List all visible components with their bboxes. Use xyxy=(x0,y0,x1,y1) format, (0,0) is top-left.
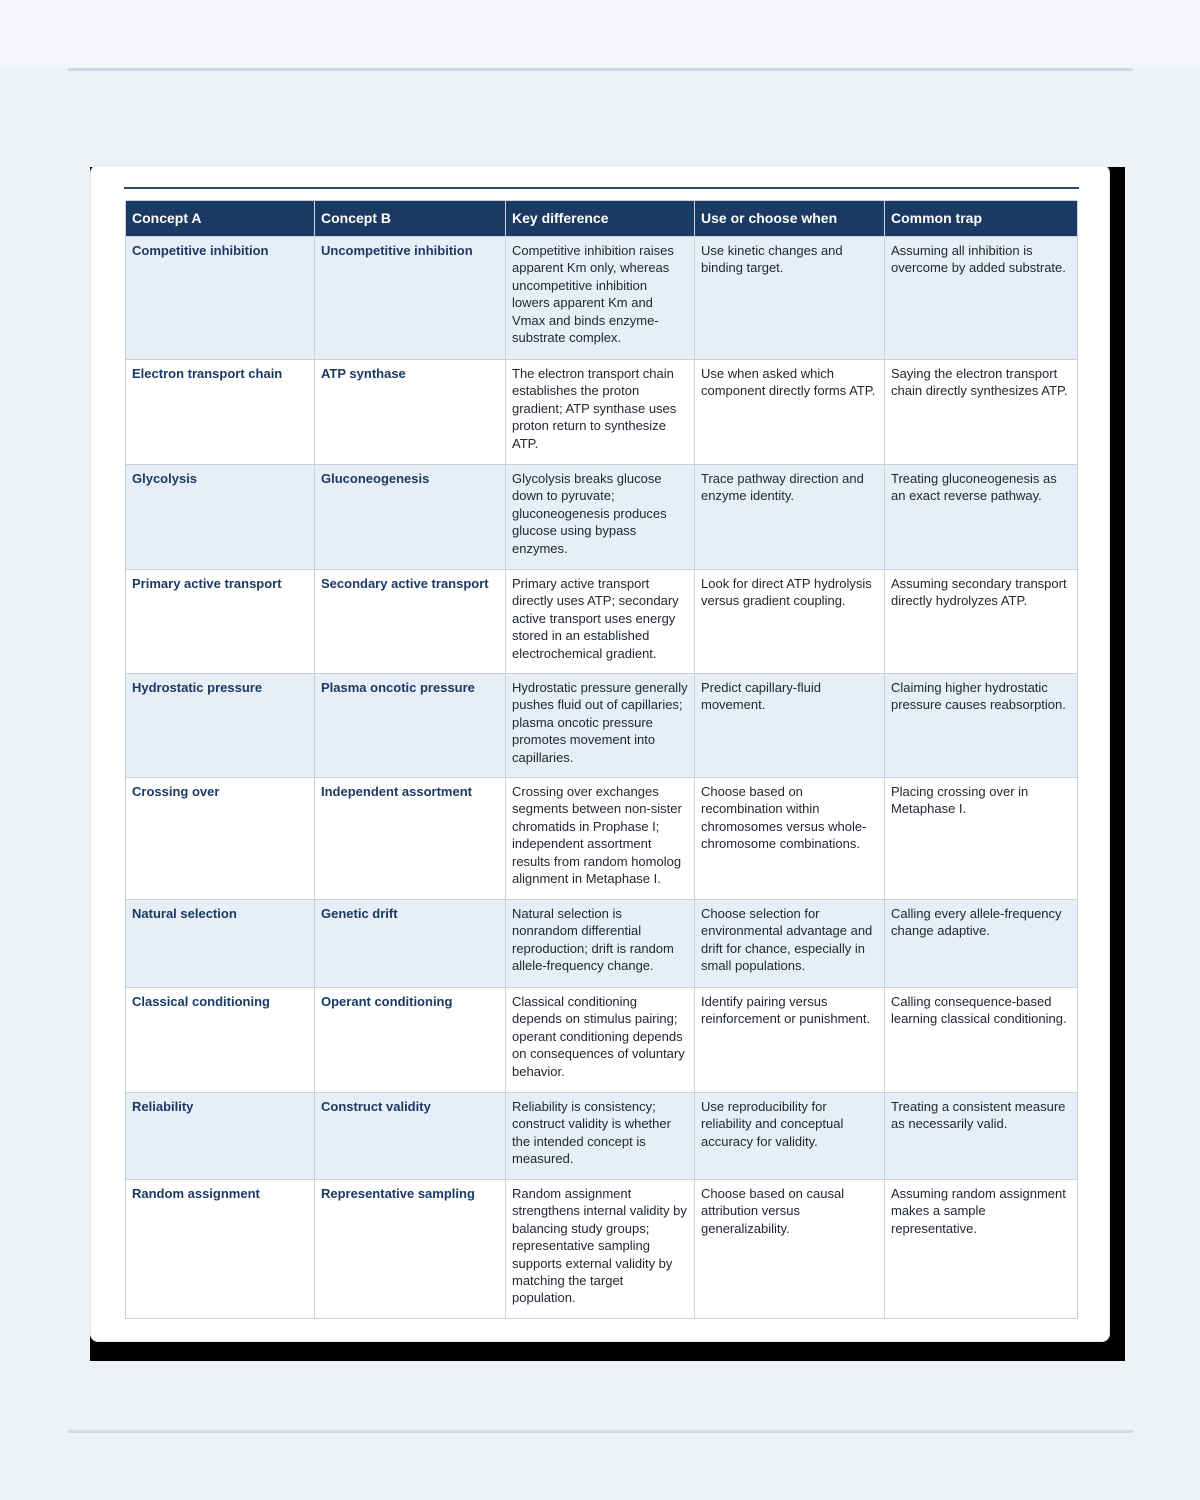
use-when-cell: Use reproducibility for reliability and conceptual accuracy for validity. xyxy=(695,1093,885,1180)
use-when-cell: Choose selection for environmental advantage and drift for chance, especially in small populations. xyxy=(695,900,885,988)
header-concept-a: Concept A xyxy=(126,201,315,237)
key-difference-cell: The electron transport chain establishes the proton gradient; ATP synthase uses proton return to synthesize ATP. xyxy=(506,360,695,465)
header-use-when: Use or choose when xyxy=(695,201,885,237)
table-row xyxy=(126,1093,1078,1180)
concept-a-cell: Competitive inhibition xyxy=(126,237,315,360)
header-common-trap: Common trap xyxy=(885,201,1078,237)
concept-a-cell: Glycolysis xyxy=(126,465,315,570)
use-when-cell: Look for direct ATP hydrolysis versus gradient coupling. xyxy=(695,570,885,674)
key-difference-cell: Classical conditioning depends on stimulus pairing; operant conditioning depends on consequences of voluntary behavior. xyxy=(506,988,695,1093)
viewer-toolbar xyxy=(0,0,1200,68)
concept-b-cell: Genetic drift xyxy=(315,900,506,988)
top-divider xyxy=(68,68,1133,71)
table-row xyxy=(126,674,1078,778)
header-key-difference: Key difference xyxy=(506,201,695,237)
title-underline xyxy=(124,187,1079,189)
common-trap-cell: Treating gluconeogenesis as an exact reverse pathway. xyxy=(885,465,1078,570)
concept-a-cell: Natural selection xyxy=(126,900,315,988)
concept-b-cell: Independent assortment xyxy=(315,778,506,900)
common-trap-cell: Treating a consistent measure as necessarily valid. xyxy=(885,1093,1078,1180)
table-row xyxy=(126,570,1078,674)
use-when-cell: Predict capillary-fluid movement. xyxy=(695,674,885,778)
common-trap-cell: Saying the electron transport chain directly synthesizes ATP. xyxy=(885,360,1078,465)
header-concept-b: Concept B xyxy=(315,201,506,237)
cropped-page-title xyxy=(124,165,1079,174)
table-row xyxy=(126,360,1078,465)
key-difference-cell: Crossing over exchanges segments between non-sister chromatids in Prophase I; independent assortment results from random homolog alignment in Metaphase I. xyxy=(506,778,695,900)
comparison-table xyxy=(125,200,1078,1319)
use-when-cell: Use kinetic changes and binding target. xyxy=(695,237,885,360)
common-trap-cell: Calling every allele-frequency change adaptive. xyxy=(885,900,1078,988)
key-difference-cell: Reliability is consistency; construct validity is whether the intended concept is measured. xyxy=(506,1093,695,1180)
use-when-cell: Choose based on recombination within chromosomes versus whole-chromosome combinations. xyxy=(695,778,885,900)
concept-b-cell: ATP synthase xyxy=(315,360,506,465)
bottom-divider xyxy=(68,1430,1133,1433)
common-trap-cell: Calling consequence-based learning classical conditioning. xyxy=(885,988,1078,1093)
key-difference-cell: Primary active transport directly uses ATP; secondary active transport uses energy stored in an established electrochemical gradient. xyxy=(506,570,695,674)
table-row xyxy=(126,988,1078,1093)
common-trap-cell: Assuming all inhibition is overcome by added substrate. xyxy=(885,237,1078,360)
table-header-row xyxy=(126,201,1078,237)
concept-b-cell: Representative sampling xyxy=(315,1180,506,1319)
concept-a-cell: Crossing over xyxy=(126,778,315,900)
table-row xyxy=(126,778,1078,900)
concept-a-cell: Hydrostatic pressure xyxy=(126,674,315,778)
key-difference-cell: Glycolysis breaks glucose down to pyruvate; gluconeogenesis produces glucose using bypass enzymes. xyxy=(506,465,695,570)
common-trap-cell: Assuming secondary transport directly hydrolyzes ATP. xyxy=(885,570,1078,674)
concept-a-cell: Reliability xyxy=(126,1093,315,1180)
concept-b-cell: Uncompetitive inhibition xyxy=(315,237,506,360)
use-when-cell: Use when asked which component directly forms ATP. xyxy=(695,360,885,465)
concept-a-cell: Classical conditioning xyxy=(126,988,315,1093)
concept-b-cell: Secondary active transport xyxy=(315,570,506,674)
concept-b-cell: Operant conditioning xyxy=(315,988,506,1093)
key-difference-cell: Competitive inhibition raises apparent Km only, whereas uncompetitive inhibition lowers apparent Km and Vmax and binds enzyme-substrate complex. xyxy=(506,237,695,360)
document-page xyxy=(90,165,1110,1342)
use-when-cell: Choose based on causal attribution versus generalizability. xyxy=(695,1180,885,1319)
key-difference-cell: Random assignment strengthens internal validity by balancing study groups; representative sampling supports external validity by matching the target population. xyxy=(506,1180,695,1319)
key-difference-cell: Hydrostatic pressure generally pushes fluid out of capillaries; plasma oncotic pressure promotes movement into capillaries. xyxy=(506,674,695,778)
concept-a-cell: Electron transport chain xyxy=(126,360,315,465)
concept-b-cell: Plasma oncotic pressure xyxy=(315,674,506,778)
concept-a-cell: Random assignment xyxy=(126,1180,315,1319)
concept-b-cell: Gluconeogenesis xyxy=(315,465,506,570)
use-when-cell: Identify pairing versus reinforcement or punishment. xyxy=(695,988,885,1093)
use-when-cell: Trace pathway direction and enzyme identity. xyxy=(695,465,885,570)
table-row xyxy=(126,1180,1078,1319)
common-trap-cell: Placing crossing over in Metaphase I. xyxy=(885,778,1078,900)
table-row xyxy=(126,900,1078,988)
concept-a-cell: Primary active transport xyxy=(126,570,315,674)
table-row xyxy=(126,237,1078,360)
common-trap-cell: Assuming random assignment makes a sample representative. xyxy=(885,1180,1078,1319)
common-trap-cell: Claiming higher hydrostatic pressure causes reabsorption. xyxy=(885,674,1078,778)
key-difference-cell: Natural selection is nonrandom differential reproduction; drift is random allele-frequency change. xyxy=(506,900,695,988)
concept-b-cell: Construct validity xyxy=(315,1093,506,1180)
table-row xyxy=(126,465,1078,570)
